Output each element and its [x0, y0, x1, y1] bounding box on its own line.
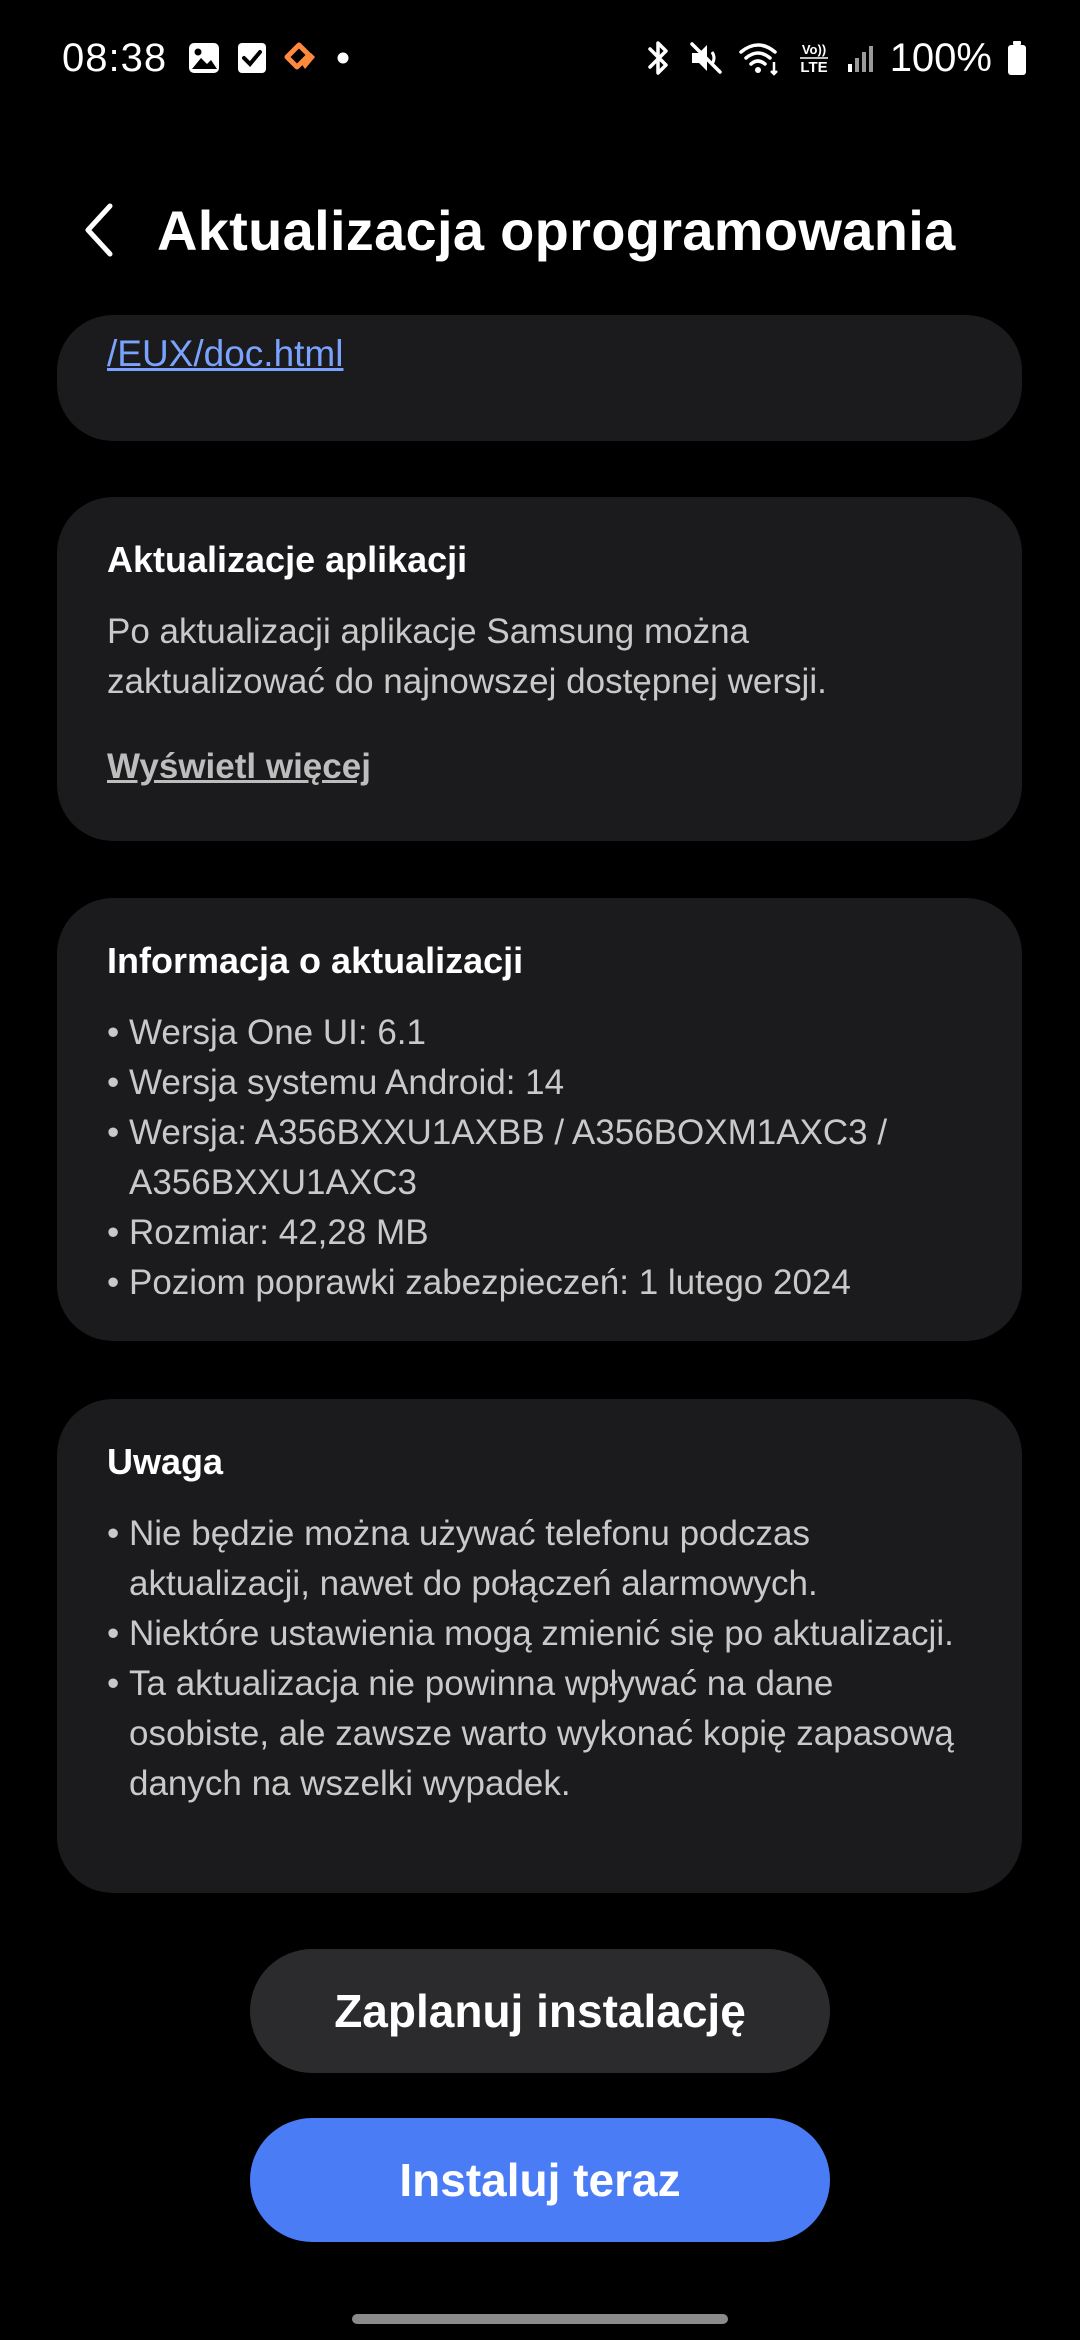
- list-item: • Ta aktualizacja nie powinna wpływać na dane osobiste, ale zawsze warto wykonać kopię zapasową danych na wszelki wypadek.: [107, 1659, 972, 1809]
- back-button[interactable]: [55, 185, 145, 275]
- release-notes-card: [57, 315, 1022, 441]
- install-now-button[interactable]: Instaluj teraz: [250, 2118, 830, 2242]
- update-info-list: [107, 1008, 972, 1308]
- list-item: • Wersja: A356BXXU1AXBB / A356BOXM1AXC3 / A356BXXU1AXC3: [107, 1108, 972, 1208]
- list-item: • Niektóre ustawienia mogą zmienić się po aktualizacji.: [107, 1609, 972, 1659]
- schedule-install-button[interactable]: Zaplanuj instalację: [250, 1949, 830, 2073]
- update-info-card: [57, 898, 1022, 1341]
- app-updates-title: Aktualizacje aplikacji: [107, 539, 468, 580]
- mute-icon: [688, 40, 724, 76]
- status-time: 08:38: [62, 35, 168, 80]
- app-notification-icon: [283, 41, 319, 75]
- svg-text:LTE: LTE: [800, 59, 828, 76]
- app-updates-text: Po aktualizacji aplikacje Samsung można zaktualizować do najnowszej dostępnej wersji.: [107, 612, 827, 701]
- update-info-title: Informacja o aktualizacji: [107, 940, 524, 981]
- status-bar-right: [644, 36, 1028, 81]
- app-header: [0, 175, 1080, 285]
- release-notes-link[interactable]: /EUX/doc.html: [107, 333, 344, 374]
- note-title: Uwaga: [107, 1441, 224, 1482]
- show-more-link[interactable]: Wyświetl więcej: [107, 747, 371, 786]
- battery-percent: 100%: [889, 35, 992, 80]
- check-box-icon: [237, 41, 267, 75]
- page-title: Aktualizacja oprogramowania: [157, 198, 956, 262]
- battery-icon: [1006, 40, 1028, 76]
- dot-icon: [335, 50, 351, 66]
- list-item: • Nie będzie można używać telefonu podczas aktualizacji, nawet do połączeń alarmowych.: [107, 1509, 972, 1609]
- list-item: • Wersja systemu Android: 14: [107, 1058, 972, 1108]
- notification-icons: [187, 41, 351, 75]
- note-card: [57, 1399, 1022, 1893]
- gallery-icon: [187, 41, 221, 75]
- app-updates-card: [57, 497, 1022, 841]
- status-bar: [0, 0, 1080, 116]
- list-item: • Rozmiar: 42,28 MB: [107, 1208, 972, 1258]
- svg-text:Vo)): Vo)): [801, 42, 826, 57]
- bluetooth-icon: [644, 39, 674, 77]
- home-indicator[interactable]: [352, 2314, 728, 2324]
- wifi-icon: [738, 40, 782, 76]
- chevron-left-icon: [80, 200, 120, 260]
- list-item: • Poziom poprawki zabezpieczeń: 1 lutego 2024: [107, 1258, 972, 1308]
- list-item: • Wersja One UI: 6.1: [107, 1008, 972, 1058]
- note-list: [107, 1509, 972, 1809]
- status-bar-left: [62, 36, 351, 81]
- volte-icon: [796, 39, 832, 77]
- signal-icon: [846, 42, 876, 74]
